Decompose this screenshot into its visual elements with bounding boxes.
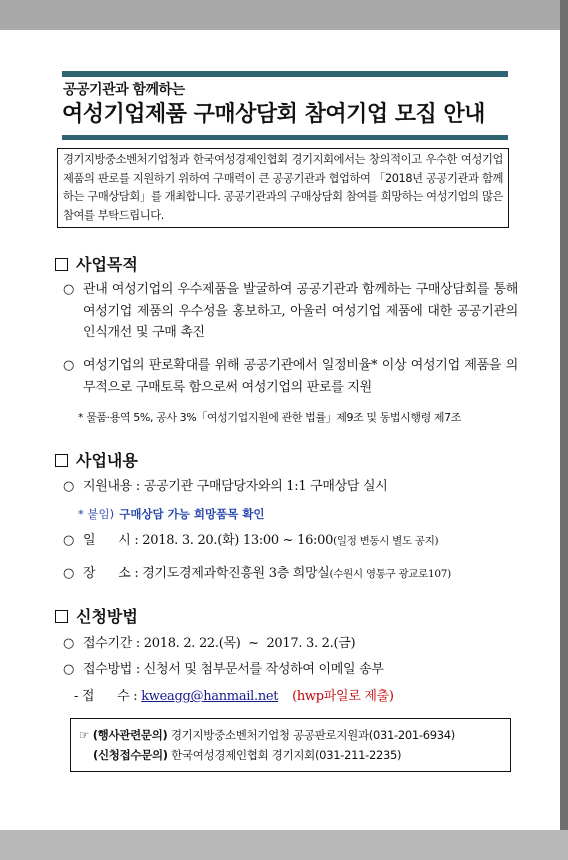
checkbox-square-icon [55, 258, 68, 271]
content-date-label: 일 시 : [83, 533, 139, 548]
purpose-bullet-2-text: 여성기업의 판로확대를 위해 공공기관에서 일정비율* 이상 여성기업 제품을 의무적으로 구매토록 함으로써 여성기업의 판로를 지원 [83, 358, 518, 395]
section-purpose-heading [55, 252, 138, 275]
apply-period [63, 633, 518, 655]
title-bar-top [62, 71, 508, 77]
page-edge-right [560, 0, 568, 860]
apply-period-text: 접수기간 : 2018. 2. 22.(목) ~ 2017. 3. 2.(금) [83, 636, 356, 651]
contact-line-event [79, 725, 502, 745]
content-date-note: (일정 변동시 별도 공지) [333, 535, 439, 547]
content-note-star: * 붙임) [78, 507, 115, 521]
purpose-footnote: * 물품·용역 5%, 공사 3%「여성기업지원에 관한 법률」제9조 및 동법시행령 제7조 [78, 411, 461, 424]
content-place-label: 장 소 : [83, 566, 139, 581]
content-date [63, 530, 518, 553]
contact-box [70, 718, 511, 772]
contact-event-label: ☞ (행사관련문의) [79, 728, 168, 742]
contact-apply-text: 한국여성경제인협회 경기지회(031-211-2235) [171, 748, 402, 762]
circle-bullet-icon: ○ [63, 479, 75, 494]
document-title: 여성기업제품 구매상담회 참여기업 모집 안내 [62, 102, 485, 127]
content-support-text: 지원내용 : 공공기관 구매담당자와의 1:1 구매상담 실시 [83, 479, 388, 494]
section-apply-heading [55, 604, 138, 627]
section-content-heading [55, 448, 138, 471]
checkbox-square-icon [55, 610, 68, 623]
content-place [63, 563, 518, 586]
apply-email-row [74, 685, 394, 704]
content-place-value: 경기도경제과학진흥원 3층 희망실 [142, 566, 330, 581]
circle-bullet-icon: ○ [63, 566, 75, 581]
apply-method-text: 접수방법 : 신청서 및 첨부문서를 작성하여 이메일 송부 [83, 662, 384, 677]
title-subtitle: 공공기관과 함께하는 [63, 82, 185, 98]
circle-bullet-icon: ○ [63, 636, 75, 651]
apply-method [63, 659, 518, 681]
circle-bullet-icon: ○ [63, 533, 75, 548]
purpose-bullet-1 [63, 279, 518, 344]
content-support [63, 476, 518, 498]
content-date-value: 2018. 3. 20.(화) 13:00 ~ 16:00 [142, 533, 334, 548]
content-note [78, 503, 265, 522]
circle-bullet-icon: ○ [63, 282, 75, 297]
content-note-text: 구매상담 가능 희망품목 확인 [119, 507, 265, 521]
section-apply-title: 신청방법 [76, 607, 138, 626]
intro-box: 경기지방중소벤처기업청과 한국여성경제인협회 경기지회에서는 창의적이고 우수한 여성기업제품의 판로를 지원하기 위하여 구매력이 큰 공공기관과 협업하여 「2018년 공공기관과 함께하는 구매상담회」를 개최합니다. 공공기관과의 구매상담회 참여를 희망하는 여성기업의 많은 참여를 부탁드립니다. [57, 148, 509, 228]
page-edge-bottom [0, 830, 568, 860]
checkbox-square-icon [55, 454, 68, 467]
apply-email-label: - 접 수 : [74, 689, 138, 704]
apply-email-note: (hwp파일로 제출) [292, 689, 394, 704]
contact-event-text: 경기지방중소벤처기업청 공공판로지원과(031-201-6934) [170, 728, 455, 742]
section-purpose-title: 사업목적 [76, 255, 138, 274]
content-place-note: (수원시 영통구 광교로107) [329, 568, 451, 580]
contact-apply-label: (신청접수문의) [93, 748, 168, 762]
circle-bullet-icon: ○ [63, 662, 75, 677]
title-bar-bottom [62, 135, 508, 140]
purpose-bullet-2 [63, 355, 518, 398]
purpose-bullet-1-text: 관내 여성기업의 우수제품을 발굴하여 공공기관과 함께하는 구매상담회를 통해 여성기업 제품의 우수성을 홍보하고, 아울러 여성기업 제품에 대한 공공기관의 인식개선 및 구매 촉진 [83, 282, 518, 340]
contact-line-apply [79, 745, 502, 765]
circle-bullet-icon: ○ [63, 358, 75, 373]
section-content-title: 사업내용 [76, 451, 138, 470]
apply-email-link[interactable]: kweagg@hanmail.net [141, 689, 279, 704]
